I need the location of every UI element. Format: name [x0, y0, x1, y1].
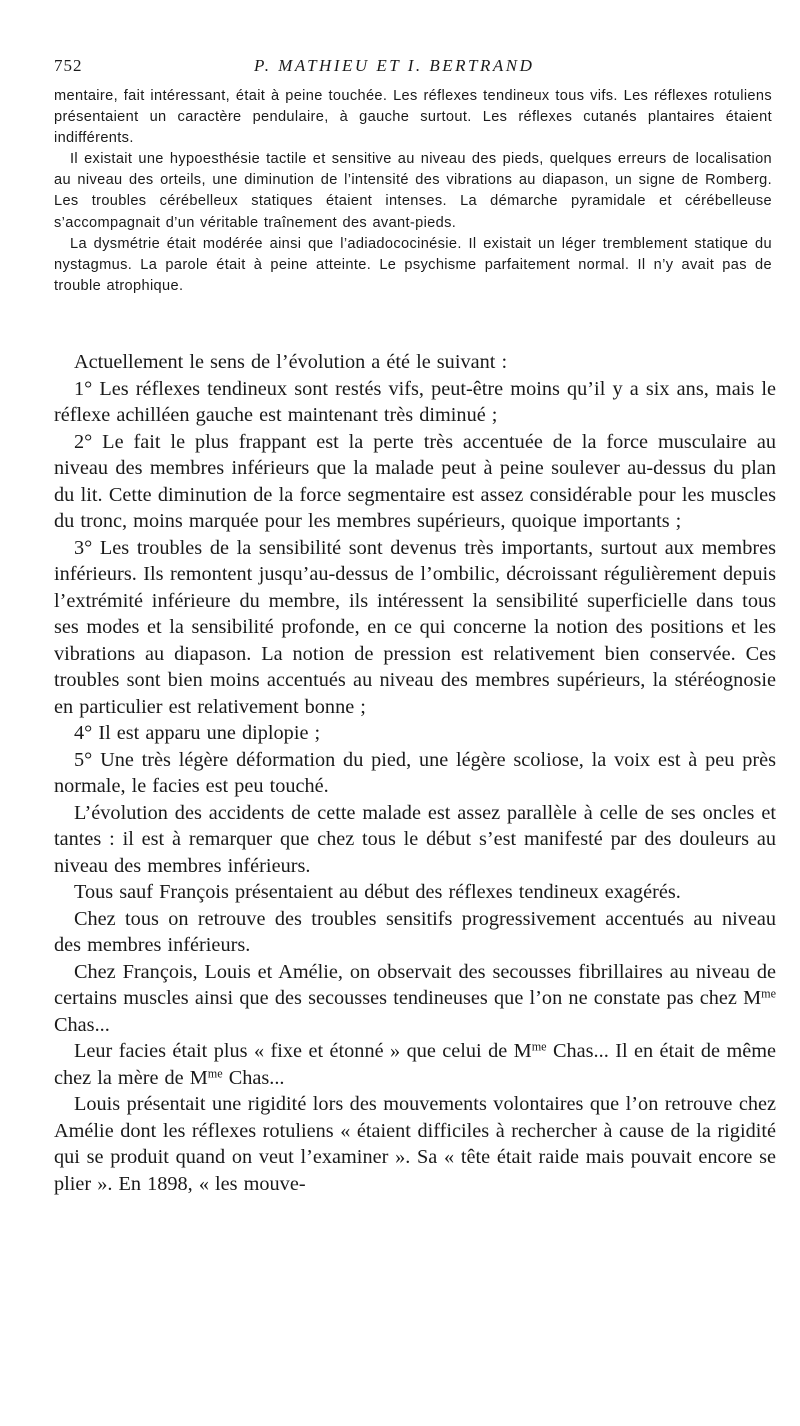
body-paragraph: Chez tous on retrouve des troubles sensitifs progressivement accentués au niveau des membres inférieurs. [54, 907, 776, 956]
small-paragraph: La dysmétrie était modérée ainsi que l’adiadococinésie. Il existait un léger tremblement statique du nystagmus. La parole était à peine atteinte. Le psychisme parfaitement normal. Il n’y avait pas de trouble atrophique. [54, 235, 772, 294]
small-print-block [54, 86, 772, 297]
body-paragraph: Actuellement le sens de l’évolution a été le suivant : [74, 351, 508, 373]
page-header [54, 56, 774, 78]
body-paragraph: Chez François, Louis et Amélie, on observait des secousses fibrillaires au niveau de certains muscles ainsi que des secousses tendineuses que l’on ne constate pas chez $M^{me}$ Chas... [54, 960, 776, 1036]
body-paragraph: 3° Les troubles de la sensibilité sont devenus très importants, surtout aux membres inférieurs. Ils remontent jusqu’au-dessus de l’ombilic, décroissant régulièrement depuis l’extrémité inférieure du membre, ils intéressent la sensibilité superficielle dans tous ses modes et la sensibilité profonde, en ce qui concerne la notion des positions et les vibrations au diapason. La notion de pression est relativement bien conservée. Ces troubles sont bien moins accentués au niveau des membres supérieurs, la stéréognosie en particulier est relativement bonne ; [54, 536, 776, 718]
body-paragraph: 4° Il est apparu une diplopie ; [74, 722, 321, 744]
main-text-block [54, 349, 776, 1197]
small-paragraph: mentaire, fait intéressant, était à peine touchée. Les réflexes tendineux tous vifs. Les réflexes rotuliens présentaient un caractère pendulaire, à gauche surtout. Les réflexes cutanés plantaires étaient indifférents. [54, 88, 772, 147]
body-paragraph: Louis présentait une rigidité lors des mouvements volontaires que l’on retrouve chez Amélie dont les réflexes rotuliens « étaient difficiles à rechercher à cause de la rigidité qui se produit quand on veut l’examiner ». Sa « tête était raide mais pouvait encore se plier ». En 1898, « les mouve- [54, 1093, 776, 1195]
page-number: 752 [54, 56, 83, 75]
body-paragraph: 5° Une très légère déformation du pied, une légère scoliose, la voix est à peu près normale, le facies est peu touché. [54, 748, 776, 797]
small-paragraph: Il existait une hypoesthésie tactile et sensitive au niveau des pieds, quelques erreurs de localisation au niveau des orteils, une diminution de l’intensité des vibrations au diapason, un signe de Romberg. Les troubles cérébelleux statiques étaient intenses. La démarche pyramidale et cérébelleuse s’accompagnait d’un véritable traînement des avant-pieds. [54, 151, 772, 231]
running-head: P. MATHIEU ET I. BERTRAND [254, 56, 535, 75]
body-paragraph: L’évolution des accidents de cette malade est assez parallèle à celle de ses oncles et tantes : il est à remarquer que chez tous le début s’est manifesté par des douleurs au niveau des membres inférieurs. [54, 801, 776, 877]
body-paragraph: Tous sauf François présentaient au début des réflexes tendineux exagérés. [74, 881, 681, 903]
body-paragraph: Leur facies était plus « fixe et étonné » que celui de $M^{me}$ Chas... Il en était de même chez la mère de $M^{me}$ Chas... [54, 1039, 776, 1089]
body-paragraph: 2° Le fait le plus frappant est la perte très accentuée de la force musculaire au niveau des membres inférieurs que la malade peut à peine soulever au-dessus du plan du lit. Cette diminution de la force segmentaire est assez considérable pour les muscles du tronc, moins marquée pour les membres supérieurs, quoique importants ; [54, 430, 776, 532]
body-paragraph: 1° Les réflexes tendineux sont restés vifs, peut-être moins qu’il y a six ans, mais le réflexe achilléen gauche est maintenant très diminué ; [54, 377, 776, 426]
